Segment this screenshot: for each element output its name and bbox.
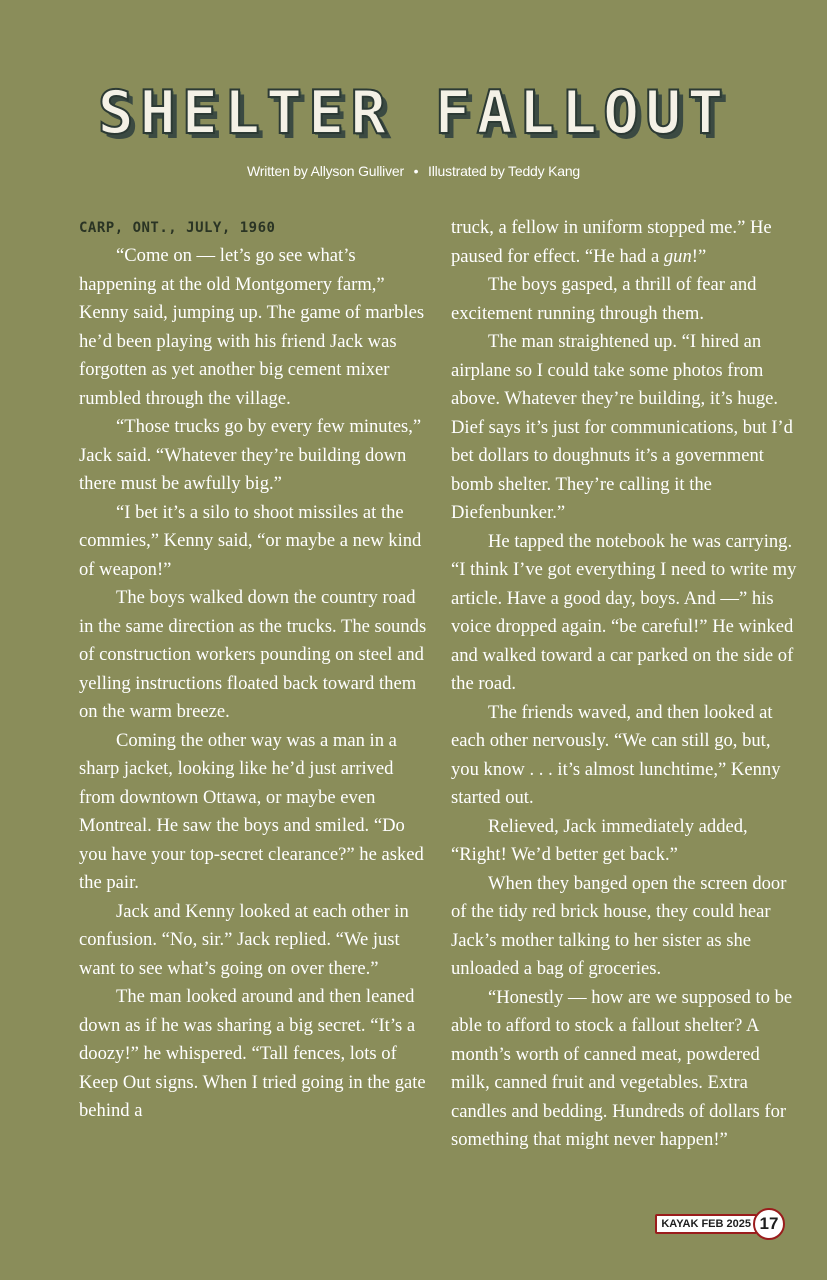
paragraph: The man looked around and then leaned down as if he was sharing a big secret. “It’s a doozy!” he whispered. “Tall fences, lots of Keep Out signs. When I tried going in the gate behind a [79,986,426,1121]
article-title: SHELTER FALLOUT [97,78,730,148]
left-column [79,214,429,1126]
byline-separator: • [413,163,419,179]
paragraph: He tapped the notebook he was carrying. “I think I’ve got everything I need to write my article. Have a good day, boys. And —” his voice dropped again. “be careful!” He winked and walked toward a car parked on the side of the road. [451,530,797,694]
paragraph: “Come on — let’s go see what’s happening at the old Montgomery farm,” Kenny said, jumping up. The game of marbles he’d been playing with his friend Jack was forgotten as yet another big cement mixer rumbled through the village. [79,245,425,409]
illustrator-credit: Illustrated by Teddy Kang [428,163,581,179]
dateline: CARP, ONT., JULY, 1960 [79,220,276,236]
paragraph: Jack and Kenny looked at each other in confusion. “No, sir.” Jack replied. “We just want to see what’s going on over there.” [79,900,409,979]
page-footer [655,1208,785,1240]
right-column [451,214,803,1155]
paragraph: The man straightened up. “I hired an airplane so I could take some photos from above. Whatever they’re building, it’s huge. Dief says it’s just for communications, but I’d bet dollars to doughnuts it’s a government bomb shelter. They’re calling it the Diefenbunker.” [451,331,793,523]
paragraph: Relieved, Jack immediately added, “Right! We’d better get back.” [451,815,748,865]
writer-credit: Written by Allyson Gulliver [246,163,404,179]
paragraph: “Honestly — how are we supposed to be able to afford to stock a fallout shelter? A month’s worth of canned meat, powdered milk, canned fruit and vegetables. Extra candles and bedding. Hundreds of dollars for something that might never happen!” [451,986,793,1150]
paragraph-continuation: truck, a fellow in uniform stopped me.” He paused for effect. “He had a gun!” [451,217,772,267]
paragraph: Coming the other way was a man in a sharp jacket, looking like he’d just arrived from downtown Ottawa, or maybe even Montreal. He saw the boys and smiled. “Do you have your top-secret clearance?” he asked the pair. [79,729,424,893]
paragraph: When they banged open the screen door of the tidy red brick house, they could hear Jack’s mother talking to her sister as she unloaded a bag of groceries. [451,872,787,979]
paragraph: The boys gasped, a thrill of fear and excitement running through them. [451,274,757,324]
paragraph: The boys walked down the country road in the same direction as the trucks. The sounds of construction workers pounding on steel and yelling instructions floated back toward them on the warm breeze. [79,587,427,722]
byline [0,163,827,179]
paragraph: “Those trucks go by every few minutes,” Jack said. “Whatever they’re building down there must be awfully big.” [79,416,422,494]
magazine-issue-label: KAYAK FEB 2025 [655,1214,757,1234]
paragraph: The friends waved, and then looked at each other nervously. “We can still go, but, you know . . . it’s almost lunchtime,” Kenny started out. [451,701,781,808]
page-number: 17 [753,1208,785,1240]
paragraph: “I bet it’s a silo to shoot missiles at the commies,” Kenny said, “or maybe a new kind of weapon!” [79,501,422,580]
